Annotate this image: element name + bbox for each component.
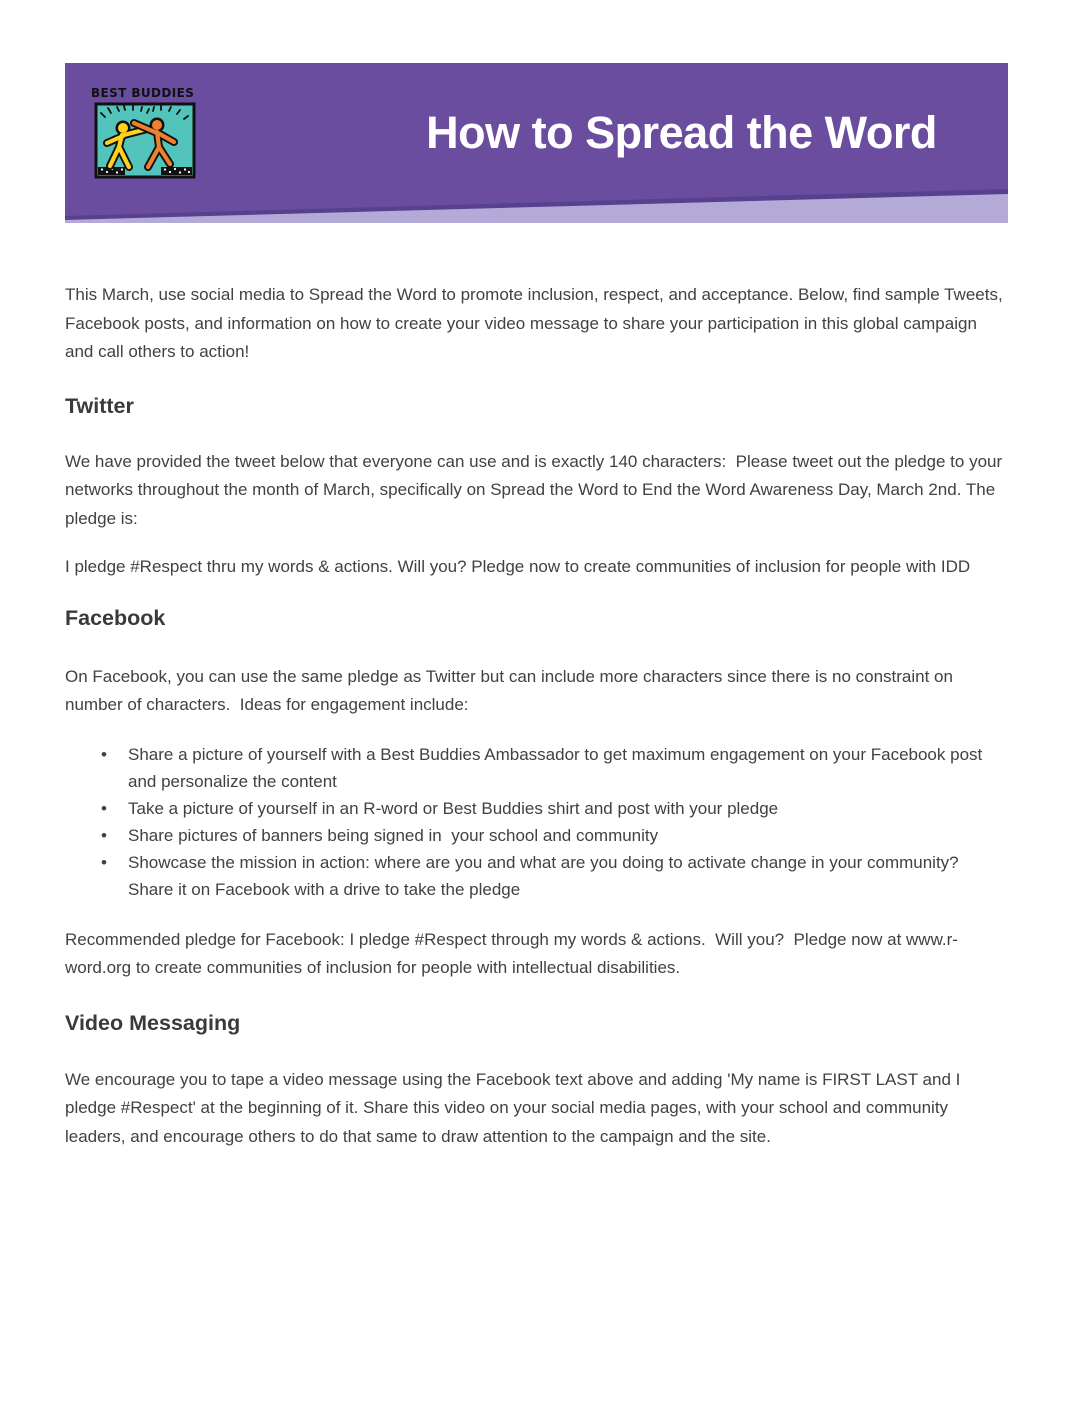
twitter-pledge-paragraph: I pledge #Respect thru my words & actions. Will you? Pledge now to create communities of inclusion for people with IDD (65, 557, 971, 576)
document-body (65, 223, 1008, 1151)
logo-wordmark: BEST BUDDIES (91, 86, 195, 100)
list-item: • Showcase the mission in action: where are you and what are you doing to activate change in your community? Share it on Facebook with a drive to take the pledge (65, 849, 1008, 903)
intro-paragraph: This March, use social media to Spread the Word to promote inclusion, respect, and acceptance. Below, find sample Tweets, Facebook posts, and information on how to create your video message to share your participation in this global campaign and call others to action! (65, 285, 1008, 361)
best-buddies-logo (89, 83, 201, 185)
video-messaging-paragraph: We encourage you to tape a video message using the Facebook text above and adding 'My name is FIRST LAST and I pledge #Respect' at the beginning of it. Share this video on your social media pages, with your school and community leaders, and encourage others to do that same to draw attention to the campaign and the site. (65, 1069, 966, 1146)
facebook-ideas-list (65, 741, 1008, 903)
section-heading-facebook: Facebook (65, 605, 166, 630)
best-buddies-logo-icon (89, 83, 201, 185)
twitter-paragraph: We have provided the tweet below that everyone can use and is exactly 140 characters: Please tweet out the pledge to your networks throughout the month of March, specifically on Spread the Word to End the Word Awareness Day, March 2nd. The pledge is: (65, 451, 1007, 528)
list-item: • Share pictures of banners being signed in your school and community (65, 822, 1008, 849)
section-heading-twitter: Twitter (65, 393, 134, 418)
list-item: • Take a picture of yourself in an R-word or Best Buddies shirt and post with your pledge (65, 795, 1008, 822)
facebook-recommendation-paragraph: Recommended pledge for Facebook: I pledge #Respect through my words & actions. Will you? Pledge now at www.r-word.org to create communities of inclusion for people with intellectual disabilities. (65, 929, 958, 977)
section-heading-video-messaging: Video Messaging (65, 1010, 241, 1035)
list-item: • Share a picture of yourself with a Best Buddies Ambassador to get maximum engagement on your Facebook post and personalize the content (65, 741, 1008, 795)
page-title: How to Spread the Word (426, 107, 937, 158)
facebook-paragraph: On Facebook, you can use the same pledge as Twitter but can include more characters since there is no constraint on number of characters. Ideas for engagement include: (65, 666, 958, 714)
header-banner (65, 63, 1008, 223)
